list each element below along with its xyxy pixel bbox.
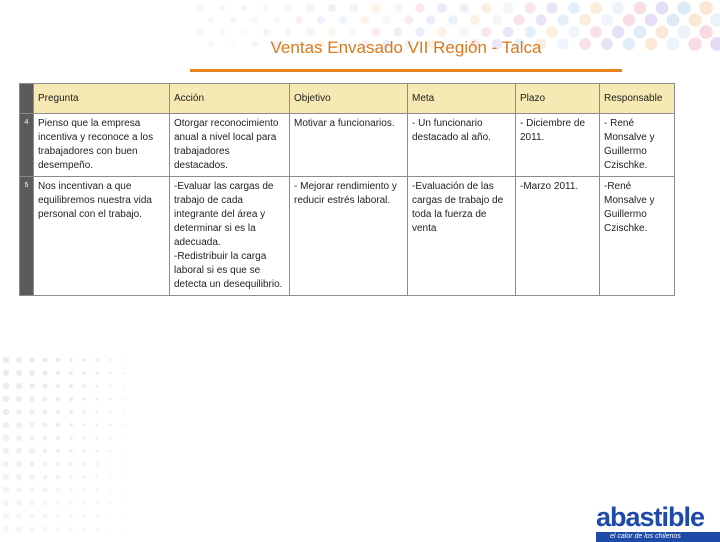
- decorative-dot: [43, 358, 48, 363]
- decorative-dot: [3, 357, 9, 363]
- decorative-dot: [56, 475, 60, 479]
- decorative-dot: [426, 15, 435, 24]
- decorative-dot: [405, 16, 414, 25]
- decorative-dot: [16, 370, 22, 376]
- decorative-dot: [96, 398, 99, 401]
- decorative-dot: [437, 27, 447, 37]
- header-num-cell: [20, 84, 34, 114]
- decorative-dot: [525, 3, 536, 14]
- decorative-dot: [69, 397, 73, 401]
- decorative-dot: [699, 1, 713, 15]
- decorative-dot: [481, 3, 491, 13]
- decorative-dot: [56, 449, 60, 453]
- header-plazo: Plazo: [516, 84, 600, 114]
- decorative-dot: [109, 515, 111, 517]
- cell-plazo: -Marzo 2011.: [516, 177, 600, 296]
- decorative-dot: [263, 29, 270, 36]
- decorative-dot: [16, 513, 22, 519]
- decorative-dot: [29, 370, 34, 375]
- decorative-dot: [82, 475, 85, 478]
- decorative-dot: [82, 488, 85, 491]
- decorative-dot: [503, 27, 514, 38]
- decorative-dot: [372, 28, 381, 37]
- decorative-dot: [557, 14, 568, 25]
- decorative-dot: [16, 409, 22, 415]
- decorative-dot: [69, 384, 73, 388]
- decorative-dot: [29, 396, 34, 401]
- decorative-dot: [546, 2, 557, 13]
- cell-responsable: -René Monsalve y Guillermo Czischke.: [600, 177, 675, 296]
- header-meta: Meta: [408, 84, 516, 114]
- decorative-dot: [122, 424, 124, 426]
- decorative-dot: [56, 462, 60, 466]
- decorative-dot: [69, 475, 73, 479]
- decorative-dot: [306, 28, 314, 36]
- decorative-dot: [514, 15, 525, 26]
- decorative-dot: [3, 461, 9, 467]
- decorative-dot: [590, 2, 602, 14]
- decorative-dot: [459, 3, 469, 13]
- decorative-dot: [96, 515, 99, 518]
- cell-pregunta: Nos incentivan a que equilibremos nuestra vida personal con el trabajo.: [34, 177, 170, 296]
- decorative-dot: [109, 437, 111, 439]
- decorative-dot: [109, 385, 111, 387]
- decorative-dot: [645, 14, 658, 27]
- table-header-row: [20, 84, 675, 114]
- decorative-dot: [3, 474, 9, 480]
- decorative-dot: [82, 371, 85, 374]
- decorative-dot: [710, 37, 720, 51]
- decorative-dot: [96, 359, 99, 362]
- decorative-dot: [284, 28, 291, 35]
- decorative-dot: [122, 476, 124, 478]
- decorative-dot: [56, 527, 60, 531]
- decorative-dot: [656, 2, 669, 15]
- logo-tagline: el calor de los chilenos: [596, 532, 720, 542]
- decorative-dot: [82, 397, 85, 400]
- header-responsable: Responsable: [600, 84, 675, 114]
- table-row: [20, 177, 675, 296]
- decorative-dot: [122, 515, 124, 517]
- decorative-dot: [122, 502, 124, 504]
- decorative-dot: [3, 487, 9, 493]
- decorative-dot: [82, 501, 85, 504]
- decorative-dot: [16, 396, 22, 402]
- decorative-dot: [109, 411, 111, 413]
- decorative-dot: [43, 449, 48, 454]
- decorative-dot: [69, 514, 73, 518]
- decorative-dot: [43, 410, 48, 415]
- decorative-dot: [3, 513, 9, 519]
- decorative-dot: [109, 502, 111, 504]
- decorative-dot: [623, 14, 635, 26]
- decorative-dot: [82, 449, 85, 452]
- header-accion: Acción: [170, 84, 290, 114]
- decorative-dot: [601, 14, 613, 26]
- decorative-dot: [3, 500, 9, 506]
- decorative-dot: [16, 422, 22, 428]
- decorative-dot: [56, 358, 60, 362]
- decorative-dot: [590, 26, 602, 38]
- decorative-dot: [96, 476, 99, 479]
- decorative-dot: [69, 436, 73, 440]
- decorative-dot: [122, 359, 124, 361]
- decorative-dot: [230, 17, 236, 23]
- decorative-dot: [69, 358, 73, 362]
- decorative-dot: [306, 4, 314, 12]
- decorative-dot: [56, 514, 60, 518]
- cell-plazo: - Diciembre de 2011.: [516, 114, 600, 177]
- logo-wordmark: abastible: [596, 502, 705, 532]
- decorative-dot: [29, 474, 34, 479]
- decorative-dot: [122, 463, 124, 465]
- decorative-dot: [109, 489, 111, 491]
- decorative-dot: [612, 2, 624, 14]
- decorative-dot: [96, 385, 99, 388]
- decorative-dot: [361, 16, 369, 24]
- decorative-dot: [109, 359, 111, 361]
- decorative-dot: [645, 38, 658, 51]
- cell-objetivo: - Mejorar rendimiento y reducir estrés laboral.: [290, 177, 408, 296]
- decorative-dot: [16, 500, 22, 506]
- decorative-dot: [122, 385, 124, 387]
- decorative-dot: [328, 28, 336, 36]
- cell-meta: - Un funcionario destacado al año.: [408, 114, 516, 177]
- decorative-dot: [339, 16, 347, 24]
- decorative-dot: [634, 2, 647, 15]
- decorative-dot: [437, 3, 447, 13]
- decorative-dot: [546, 26, 557, 37]
- title-underline: [190, 69, 622, 72]
- decorative-dot: [122, 437, 124, 439]
- decorative-dot: [56, 371, 60, 375]
- decorative-dot: [16, 487, 22, 493]
- decorative-dot: [69, 527, 73, 531]
- cell-pregunta: Pienso que la empresa incentiva y reconoce a los trabajadores con buen desempeño.: [34, 114, 170, 177]
- page-title: Ventas Envasado VII Región - Talca: [270, 38, 542, 57]
- abastible-logo: [588, 502, 720, 540]
- decorative-dot: [16, 435, 22, 441]
- cell-accion-line2: -Redistribuir la carga laboral si es que se detecta un desequilibrio.: [174, 251, 283, 290]
- decorative-dot: [394, 4, 403, 13]
- decorative-dot: [43, 475, 48, 480]
- decorative-dot: [43, 423, 48, 428]
- decorative-dot: [29, 461, 34, 466]
- decorative-dot: [29, 435, 34, 440]
- decorative-dot: [623, 38, 635, 50]
- decorative-dot: [470, 15, 480, 25]
- decorative-dot: [503, 3, 514, 14]
- decorative-dot: [29, 448, 34, 453]
- decorative-dot: [43, 514, 48, 519]
- decorative-dot: [16, 526, 22, 532]
- decorative-dot: [29, 500, 34, 505]
- decorative-dot: [656, 26, 669, 39]
- decorative-dot: [43, 501, 48, 506]
- decorative-dot: [82, 384, 85, 387]
- decorative-dot: [122, 528, 124, 530]
- decorative-dot: [241, 29, 248, 36]
- decorative-dot: [43, 462, 48, 467]
- decorative-dot: [415, 3, 424, 12]
- decorative-dot: [82, 358, 85, 361]
- decorative-dot: [56, 397, 60, 401]
- decorative-dot: [208, 17, 214, 23]
- decorative-dot: [710, 13, 720, 27]
- decorative-dot: [16, 461, 22, 467]
- row-number: 4: [20, 114, 34, 177]
- decorative-dot: [56, 423, 60, 427]
- decorative-dot: [677, 1, 690, 14]
- decorative-dot: [29, 357, 34, 362]
- decorative-dot: [82, 436, 85, 439]
- decorative-dot: [481, 27, 491, 37]
- decorative-dot: [82, 462, 85, 465]
- decorative-dot: [109, 372, 111, 374]
- decorative-dot: [699, 25, 713, 39]
- decorative-dot: [568, 2, 580, 14]
- decorative-dot: [82, 527, 85, 530]
- decorative-dot: [634, 26, 647, 39]
- decorative-dot: [328, 4, 336, 12]
- header-pregunta: Pregunta: [34, 84, 170, 114]
- decorative-dot: [29, 487, 34, 492]
- decorative-dot: [197, 5, 203, 11]
- decorative-dot: [3, 409, 9, 415]
- decorative-dot: [274, 17, 281, 24]
- decorative-dot: [56, 436, 60, 440]
- decorative-dot: [350, 28, 358, 36]
- decorative-dot: [525, 27, 536, 38]
- decorative-dot: [69, 371, 73, 375]
- cell-meta: -Evaluación de las cargas de trabajo de toda la fuerza de venta: [408, 177, 516, 296]
- decorative-dot: [394, 28, 403, 37]
- decorative-dot: [96, 502, 99, 505]
- decorative-dot: [667, 14, 680, 27]
- decorative-dot: [96, 489, 99, 492]
- decorative-dot: [56, 501, 60, 505]
- decorative-dot: [43, 397, 48, 402]
- decorative-dot: [29, 513, 34, 518]
- decorative-dot: [96, 424, 99, 427]
- decorative-dot: [96, 372, 99, 375]
- decorative-dot: [82, 514, 85, 517]
- action-plan-table: [19, 83, 675, 296]
- decorative-dot: [109, 463, 111, 465]
- header-objetivo: Objetivo: [290, 84, 408, 114]
- decorative-dot: [688, 37, 701, 50]
- decorative-dot: [29, 383, 34, 388]
- decorative-dot: [16, 474, 22, 480]
- decorative-dot: [350, 4, 358, 12]
- decorative-dot: [43, 488, 48, 493]
- decorative-dot: [109, 528, 111, 530]
- decorative-dot: [96, 463, 99, 466]
- decorative-dot: [688, 13, 701, 26]
- cell-accion: Otorgar reconocimiento anual a nivel local para trabajadores destacados.: [170, 114, 290, 177]
- decorative-dot: [677, 25, 690, 38]
- decorative-dot: [43, 384, 48, 389]
- decorative-dot: [96, 411, 99, 414]
- row-number: 5: [20, 177, 34, 296]
- decorative-dot: [3, 422, 9, 428]
- decorative-dot: [284, 4, 291, 11]
- decorative-dot: [96, 528, 99, 531]
- decorative-dot: [667, 38, 680, 51]
- decorative-dot: [16, 383, 22, 389]
- decorative-dot: [3, 396, 9, 402]
- decorative-dot: [295, 16, 302, 23]
- decorative-dot: [56, 488, 60, 492]
- decorative-dot: [263, 5, 270, 12]
- decorative-dot: [29, 526, 34, 531]
- decorative-dot: [122, 398, 124, 400]
- cell-objetivo: Motivar a funcionarios.: [290, 114, 408, 177]
- decorative-dot: [43, 371, 48, 376]
- cell-responsable: - René Monsalve y Guillermo Czischke.: [600, 114, 675, 177]
- decorative-dot: [459, 27, 469, 37]
- decorative-dot: [536, 15, 547, 26]
- decorative-dot: [82, 410, 85, 413]
- decorative-dot: [3, 383, 9, 389]
- decorative-dot: [109, 476, 111, 478]
- decorative-dot: [448, 15, 458, 25]
- decorative-dot: [568, 26, 580, 38]
- decorative-dot: [29, 422, 34, 427]
- decorative-dot: [56, 384, 60, 388]
- decorative-dot: [43, 436, 48, 441]
- decorative-dot: [122, 372, 124, 374]
- decorative-dot: [219, 5, 225, 11]
- table-row: [20, 114, 675, 177]
- decorative-dot: [96, 450, 99, 453]
- decorative-dot: [82, 423, 85, 426]
- decorative-dot: [16, 357, 22, 363]
- decorative-dot: [197, 29, 203, 35]
- decorative-dot: [29, 409, 34, 414]
- decorative-dot: [122, 450, 124, 452]
- decorative-dot: [96, 437, 99, 440]
- decorative-dot: [16, 448, 22, 454]
- decorative-dot: [109, 450, 111, 452]
- decorative-dot: [122, 411, 124, 413]
- decorative-dot: [219, 29, 225, 35]
- decorative-dot: [69, 488, 73, 492]
- decorative-dot: [69, 449, 73, 453]
- decorative-dot: [43, 527, 48, 532]
- decorative-dot: [383, 16, 392, 25]
- decorative-dot: [579, 14, 591, 26]
- decorative-dot: [122, 489, 124, 491]
- decorative-dot: [69, 423, 73, 427]
- decorative-dot: [415, 27, 424, 36]
- decorative-dot: [241, 5, 248, 12]
- decorative-dot: [56, 410, 60, 414]
- decorative-dot: [612, 26, 624, 38]
- decorative-dot: [252, 17, 259, 24]
- decorative-dot: [3, 526, 9, 532]
- decorative-dot: [69, 410, 73, 414]
- decorative-dot: [492, 15, 502, 25]
- decorative-dot: [372, 4, 381, 13]
- decorative-dot: [109, 424, 111, 426]
- decorative-dot: [317, 16, 325, 24]
- decorative-dot: [69, 462, 73, 466]
- decorative-dot: [3, 370, 9, 376]
- decorative-dot: [3, 448, 9, 454]
- decorative-dot: [69, 501, 73, 505]
- decorative-dot: [109, 398, 111, 400]
- cell-accion: [170, 177, 290, 296]
- decorative-dot: [3, 435, 9, 441]
- cell-accion-line1: -Evaluar las cargas de trabajo de cada integrante del área y determinar si es la adecuada.: [174, 181, 274, 248]
